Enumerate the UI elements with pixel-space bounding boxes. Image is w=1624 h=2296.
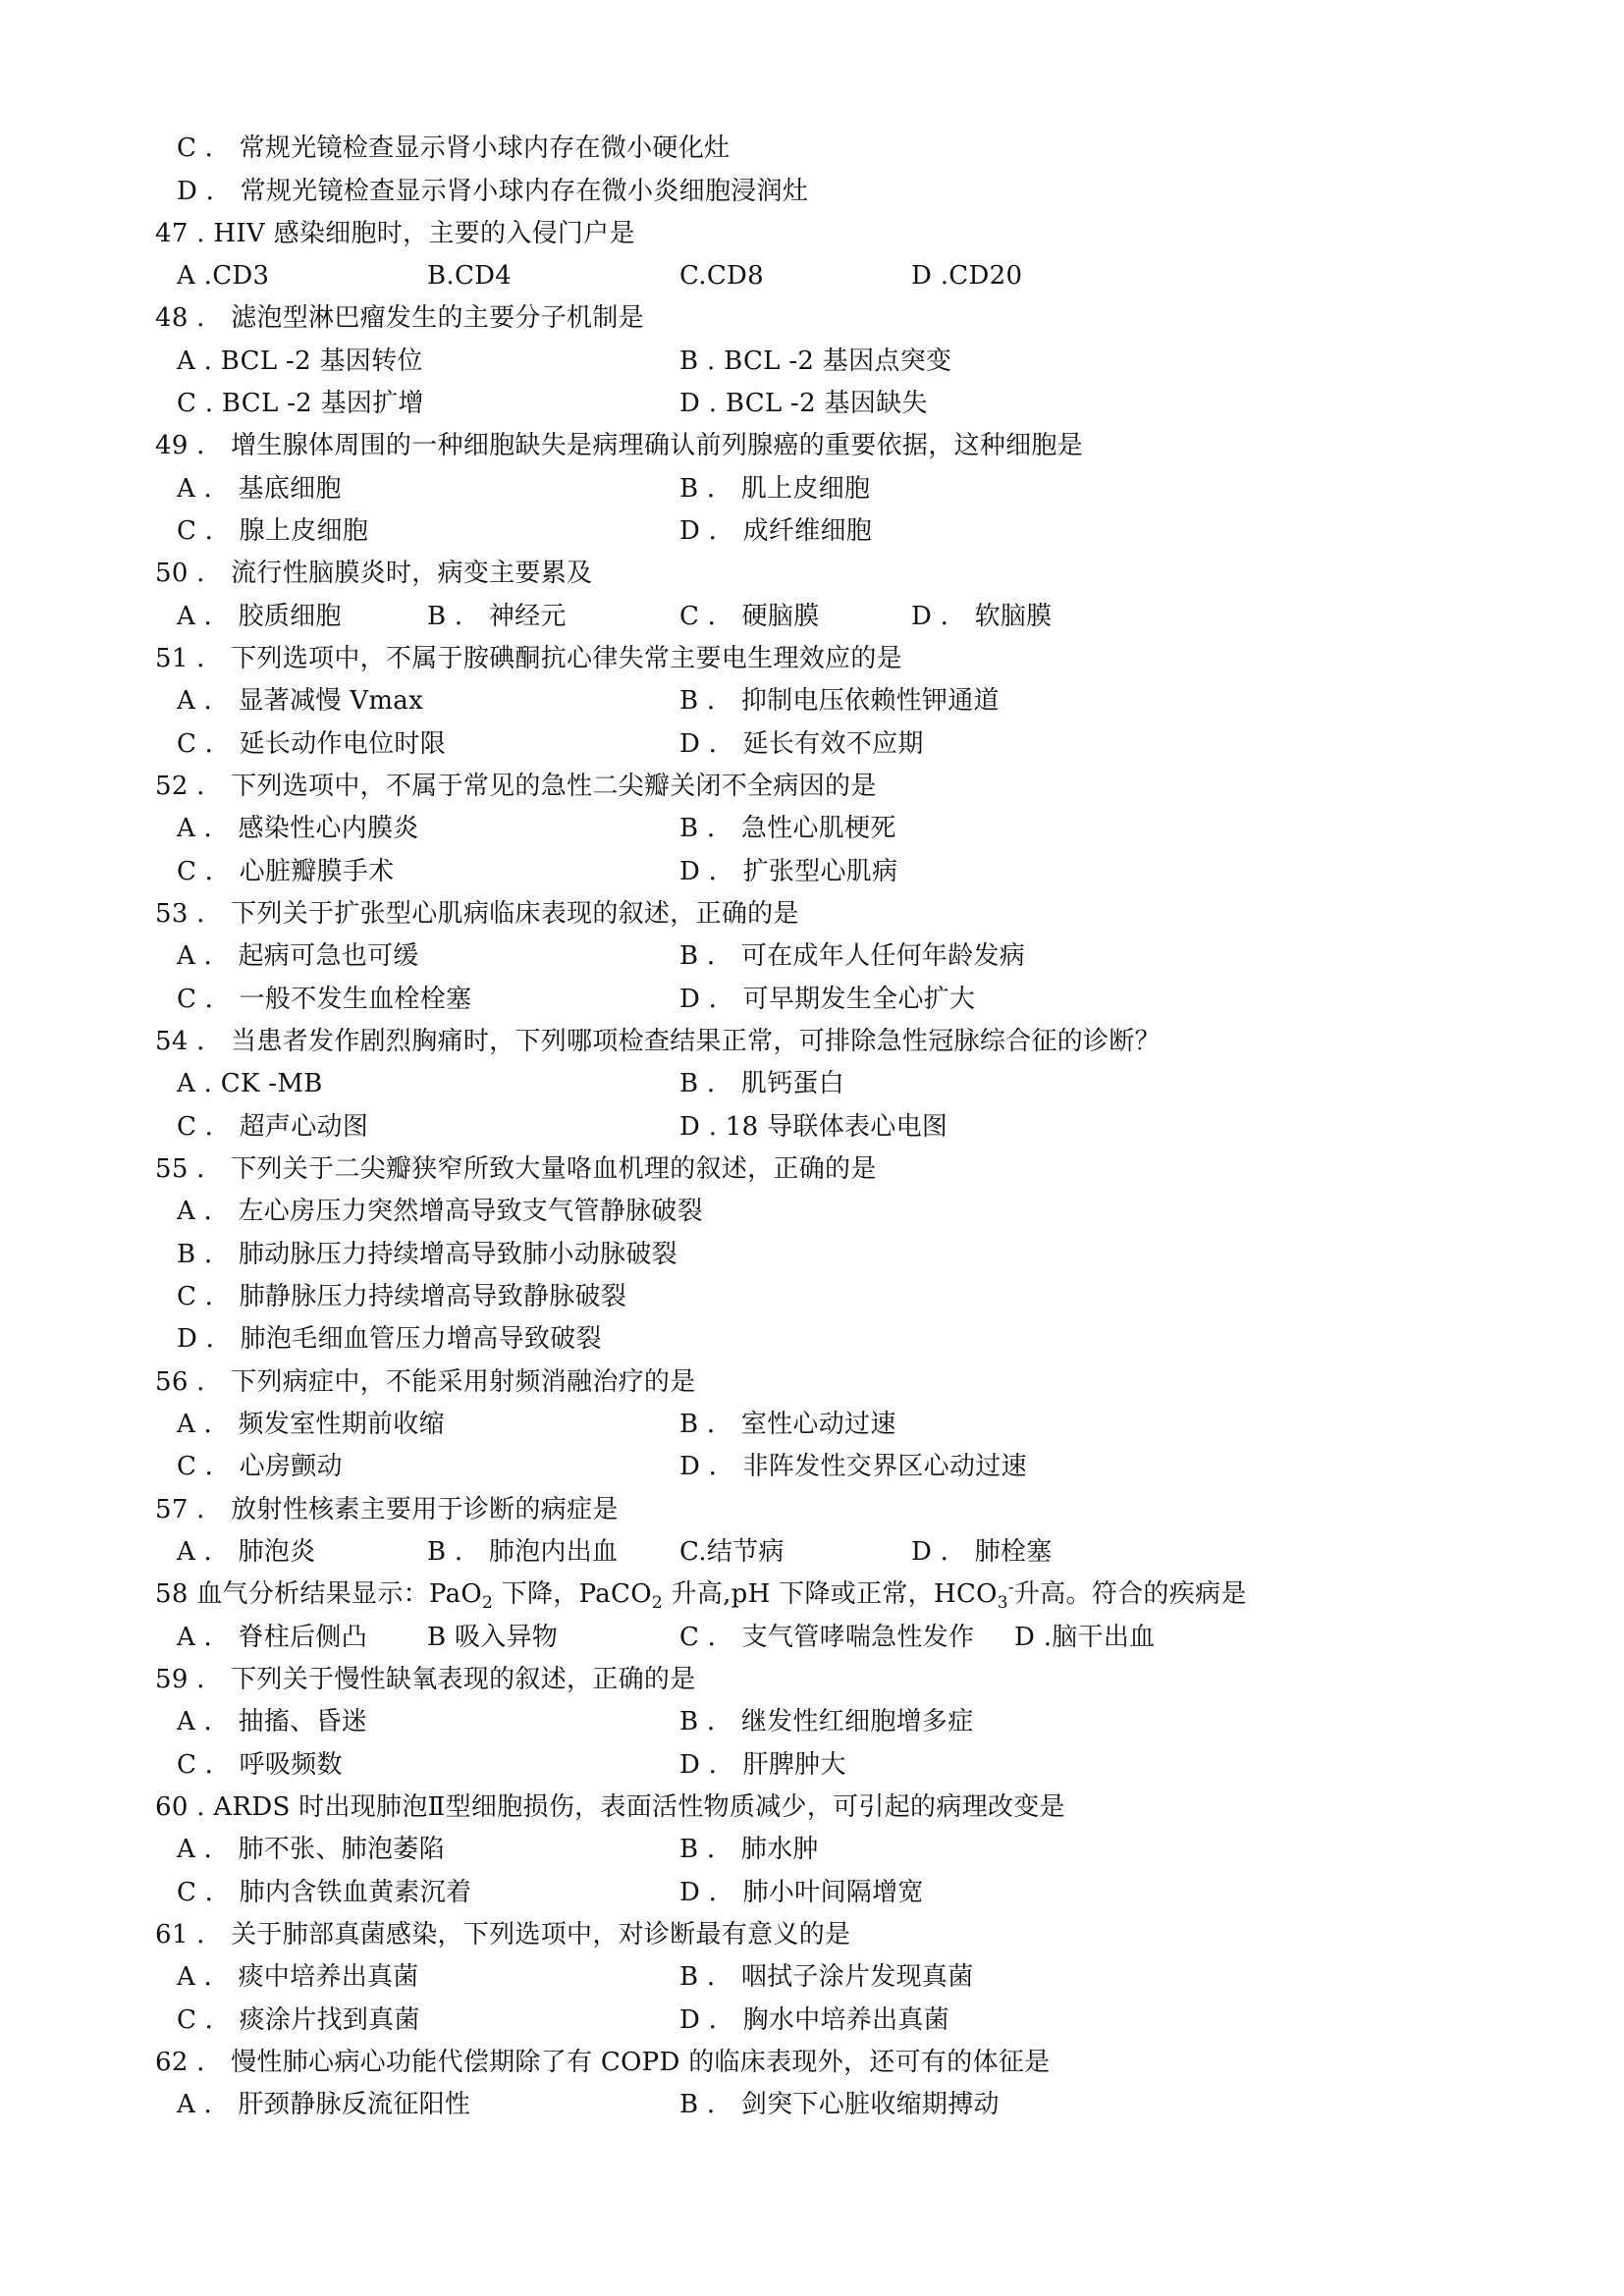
q52-option-c: C ． 心脏瓣膜手术 <box>177 857 395 886</box>
q55-option-c: C ． 肺静脉压力持续增高导致静脉破裂 <box>177 1282 627 1311</box>
q50-option-a: A ． 胶质细胞 <box>177 602 342 631</box>
q54-option-a: A . CK -MB <box>177 1069 323 1098</box>
q62-option-a: A ． 肝颈静脉反流征阳性 <box>177 2090 471 2119</box>
q53-option-c: C ． 一般不发生血栓栓塞 <box>177 985 472 1014</box>
q62-stem: 62 ． 慢性肺心病心功能代偿期除了有 COPD 的临床表现外，还可有的体征是 <box>155 2048 1051 2077</box>
q52-stem: 52 ． 下列选项中，不属于常见的急性二尖瓣关闭不全病因的是 <box>155 772 877 801</box>
q59-option-c: C ． 呼吸频数 <box>177 1750 343 1780</box>
q50-stem: 50 ． 流行性脑膜炎时，病变主要累及 <box>155 559 593 588</box>
q55-stem: 55 ． 下列关于二尖瓣狭窄所致大量咯血机理的叙述，正确的是 <box>155 1154 877 1184</box>
q55-option-b: B ． 肺动脉压力持续增高导致肺小动脉破裂 <box>177 1240 677 1269</box>
q53-stem: 53 ． 下列关于扩张型心肌病临床表现的叙述，正确的是 <box>155 899 799 929</box>
q47-option-b: B.CD4 <box>427 261 513 291</box>
q51-option-a: A ． 显著减慢 Vmax <box>177 686 424 716</box>
q56-option-c: C ． 心房颤动 <box>177 1452 343 1481</box>
q47-option-a: A .CD3 <box>177 261 270 291</box>
q51-option-b: B ． 抑制电压依赖性钾通道 <box>679 686 1000 716</box>
q61-stem: 61 ． 关于肺部真菌感染，下列选项中，对诊断最有意义的是 <box>155 1920 851 1949</box>
q57-stem: 57 ． 放射性核素主要用于诊断的病症是 <box>155 1495 619 1524</box>
q51-stem: 51 ． 下列选项中，不属于胺碘酮抗心律失常主要电生理效应的是 <box>155 644 902 673</box>
q47-option-d: D .CD20 <box>911 261 1023 291</box>
q59-option-a: A ． 抽搐、昏迷 <box>177 1707 368 1736</box>
q62-option-b: B ． 剑突下心脏收缩期搏动 <box>679 2090 1000 2119</box>
q58-option-d: D .脑干出血 <box>1014 1623 1156 1652</box>
q48-option-a: A . BCL -2 基因转位 <box>177 347 423 376</box>
q59-stem: 59 ． 下列关于慢性缺氧表现的叙述，正确的是 <box>155 1665 696 1694</box>
q49-option-b: B ． 肌上皮细胞 <box>679 474 871 504</box>
q48-option-d: D . BCL -2 基因缺失 <box>679 389 928 418</box>
q58-stem <box>155 1577 1247 1614</box>
q61-option-b: B ． 咽拭子涂片发现真菌 <box>679 1962 974 1992</box>
q52-option-d: D ． 扩张型心肌病 <box>679 857 898 886</box>
q47-stem: 47 . HIV 感染细胞时，主要的入侵门户是 <box>155 219 635 248</box>
q51-option-c: C ． 延长动作电位时限 <box>177 729 447 759</box>
q58-superscript: - <box>1007 1577 1014 1598</box>
q60-option-a: A ． 肺不张、肺泡萎陷 <box>177 1835 445 1864</box>
q50-option-d: D ． 软脑膜 <box>911 602 1053 631</box>
q53-option-b: B ． 可在成年人任何年龄发病 <box>679 941 1026 971</box>
q52-option-a: A ． 感染性心内膜炎 <box>177 814 419 843</box>
q50-option-b: B ． 神经元 <box>427 602 567 631</box>
q58-stem-part: 下降，PaCO <box>493 1579 652 1609</box>
q58-subscript: 3 <box>997 1593 1008 1614</box>
q60-option-d: D ． 肺小叶间隔增宽 <box>679 1878 924 1907</box>
q51-option-d: D ． 延长有效不应期 <box>679 729 924 759</box>
q46-option-c: C ． 常规光镜检查显示肾小球内存在微小硬化灶 <box>177 133 731 163</box>
q58-option-c: C ． 支气管哮喘急性发作 <box>679 1623 975 1652</box>
q56-option-a: A ． 频发室性期前收缩 <box>177 1410 445 1439</box>
q59-option-b: B ． 继发性红细胞增多症 <box>679 1707 974 1736</box>
q57-option-a: A ． 肺泡炎 <box>177 1537 316 1567</box>
q49-option-c: C ． 腺上皮细胞 <box>177 516 369 546</box>
q58-subscript: 2 <box>651 1593 663 1614</box>
q49-stem: 49 ． 增生腺体周围的一种细胞缺失是病理确认前列腺癌的重要依据，这种细胞是 <box>155 431 1084 460</box>
q47-option-c: C.CD8 <box>679 261 765 291</box>
q58-subscript: 2 <box>482 1593 494 1614</box>
q61-option-a: A ． 痰中培养出真菌 <box>177 1962 419 1992</box>
q56-option-d: D ． 非阵发性交界区心动过速 <box>679 1452 1027 1481</box>
q60-option-c: C ． 肺内含铁血黄素沉着 <box>177 1878 472 1907</box>
q58-stem-part: 升高,pH 下降或正常，HCO <box>662 1579 998 1609</box>
q48-stem: 48 ． 滤泡型淋巴瘤发生的主要分子机制是 <box>155 303 644 333</box>
q58-stem-part: 升高。符合的疾病是 <box>1013 1579 1247 1609</box>
q54-stem: 54 ． 当患者发作剧烈胸痛时，下列哪项检查结果正常，可排除急性冠脉综合征的诊断？ <box>155 1027 1161 1056</box>
q59-option-d: D ． 肝脾肿大 <box>679 1750 846 1780</box>
q57-option-b: B ． 肺泡内出血 <box>427 1537 619 1567</box>
q46-option-d: D ． 常规光镜检查显示肾小球内存在微小炎细胞浸润灶 <box>177 177 809 206</box>
q48-option-c: C . BCL -2 基因扩增 <box>177 389 424 418</box>
q56-stem: 56 ． 下列病症中，不能采用射频消融治疗的是 <box>155 1367 696 1397</box>
q55-option-a: A ． 左心房压力突然增高导致支气管静脉破裂 <box>177 1197 703 1226</box>
q49-option-a: A ． 基底细胞 <box>177 474 342 504</box>
q49-option-d: D ． 成纤维细胞 <box>679 516 873 546</box>
q52-option-b: B ． 急性心肌梗死 <box>679 814 896 843</box>
q57-option-d: D ． 肺栓塞 <box>911 1537 1053 1567</box>
q48-option-b: B . BCL -2 基因点突变 <box>679 347 952 376</box>
q57-option-c: C.结节病 <box>679 1537 785 1567</box>
q61-option-c: C ． 痰涂片找到真菌 <box>177 2005 420 2035</box>
q58-option-a: A ． 脊柱后侧凸 <box>177 1623 368 1652</box>
q50-option-c: C ． 硬脑膜 <box>679 602 820 631</box>
q54-option-d: D . 18 导联体表心电图 <box>679 1112 948 1142</box>
q54-option-c: C ． 超声心动图 <box>177 1112 369 1142</box>
q60-stem: 60 . ARDS 时出现肺泡Ⅱ型细胞损伤，表面活性物质减少，可引起的病理改变是 <box>155 1792 1065 1822</box>
q53-option-a: A ． 起病可急也可缓 <box>177 941 419 971</box>
q55-option-d: D ． 肺泡毛细血管压力增高导致破裂 <box>177 1324 602 1354</box>
q61-option-d: D ． 胸水中培养出真菌 <box>679 2005 949 2035</box>
q58-option-b: B 吸入异物 <box>427 1623 559 1652</box>
q60-option-b: B ． 肺水肿 <box>679 1835 819 1864</box>
q56-option-b: B ． 室性心动过速 <box>679 1410 896 1439</box>
q54-option-b: B ． 肌钙蛋白 <box>679 1069 845 1098</box>
q53-option-d: D ． 可早期发生全心扩大 <box>679 985 976 1014</box>
q58-stem-part: 58 血气分析结果显示：PaO <box>155 1579 482 1609</box>
